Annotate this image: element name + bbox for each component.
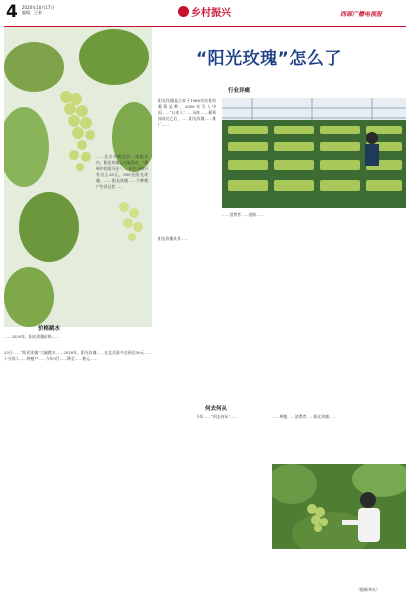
page-header — [0, 0, 410, 26]
issue-editor: 编辑：王景 — [22, 10, 42, 15]
article-signature: （据新华社） — [356, 587, 380, 592]
text-column-mid-bottom: 今年……“何去何从”…… — [196, 414, 238, 419]
text-column-left-top: ……北京市海淀区一家超市内，阳光玫瑰正在搞活动，“葡萄中的爱马仕”……价位分明只有这么20元，500克阳光玫瑰，……阳光玫瑰……个种植户告诉记者…… — [96, 154, 148, 190]
text-column-left-bottom: 23日……“阳光玫瑰”大幅跳水……2018年，阳光玫瑰……在北京最多达到近50元……十分惊人……种植户……今年9月……降至……数元…… — [4, 350, 152, 362]
grape-harvest-photo — [272, 464, 406, 549]
text-column-right-bottom: ……种植……消费者……阳光玫瑰…… — [272, 414, 337, 419]
article-headline: “阳光玫瑰”怎么了 — [196, 49, 342, 69]
text-column-right-top: ……消费者……选购…… — [222, 212, 264, 217]
section-tag — [178, 4, 231, 19]
issue-meta — [22, 5, 54, 15]
issue-date: 2020年10月17日 — [22, 5, 55, 10]
subhead-price: 价格跳水 — [38, 326, 61, 332]
section-logo-icon — [178, 6, 189, 17]
subhead-future: 何去何从 — [205, 406, 228, 412]
newspaper-brand: 西部广播电视报 — [340, 11, 383, 18]
greenhouse-grape-photo — [222, 98, 406, 208]
page-number: 4 — [6, 2, 18, 22]
subhead-industry: 行业异痛 — [228, 88, 251, 94]
section-label: 乡村振兴 — [191, 8, 231, 19]
text-column-mid-top: 阳光玫瑰是日本于1988年培育的葡萄品种，2006年引入中国……“日本人”……同年……葡萄园成功之后，……阳光玫瑰……推广…… — [158, 98, 216, 128]
text-column-left-mid: ……2020年，阳光玫瑰价格…… — [4, 334, 60, 339]
text-column-mid-mid: 阳光玫瑰具有…… — [158, 236, 189, 241]
